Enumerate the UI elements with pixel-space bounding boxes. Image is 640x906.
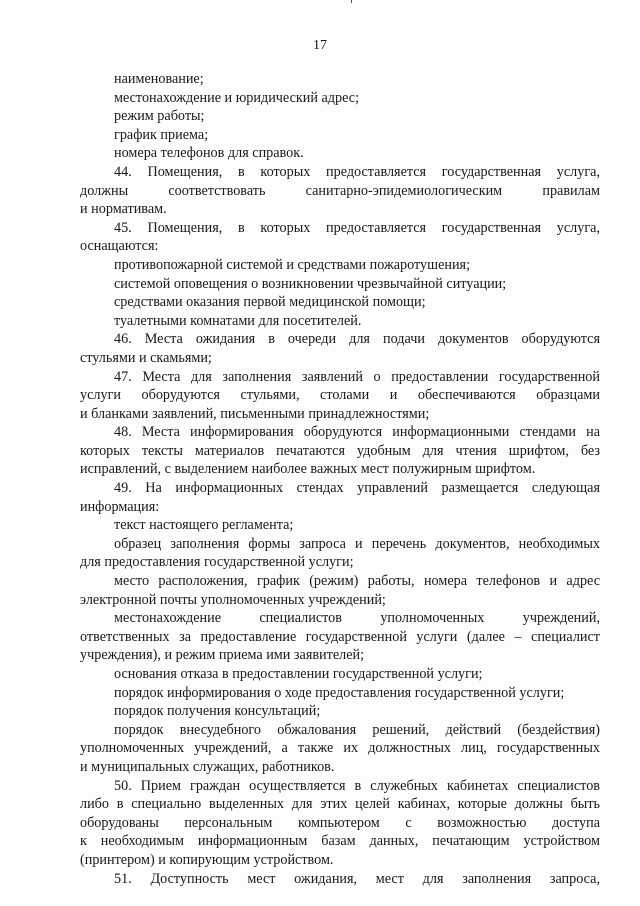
text-line: оборудованы персональным компьютером с возможностью доступа: [80, 814, 600, 831]
text-line: средствами оказания первой медицинской помощи;: [114, 294, 426, 311]
text-line: основания отказа в предоставлении государственной услуги;: [114, 666, 483, 682]
text-line: текст настоящего регламента;: [114, 517, 294, 534]
text-line: исправлений, с выделением наиболее важных мест полужирным шрифтом.: [80, 461, 536, 478]
text-line: должны соответствовать санитарно-эпидемиологическим правилам: [80, 182, 600, 199]
text-line: к необходимым информационным базам данных, печатающим устройством: [80, 833, 600, 850]
text-line: номера телефонов для справок.: [114, 145, 304, 162]
text-line: туалетными комнатами для посетителей.: [114, 312, 362, 329]
text-line: место расположения, график (режим) работы, номера телефонов и адрес: [114, 573, 600, 590]
text-line: 48. Места информирования оборудуются информационными стендами на: [114, 424, 600, 441]
text-line: стульями и скамьями;: [80, 349, 212, 366]
text-line: и бланками заявлений, письменными принадлежностями;: [80, 405, 430, 422]
text-line: режим работы;: [114, 108, 205, 125]
text-line: услуги оборудуются стульями, столами и обеспечиваются образцами: [80, 387, 600, 404]
text-line: порядок получения консультаций;: [114, 703, 321, 720]
text-line: системой оповещения о возникновении чрезвычайной ситуации;: [114, 275, 507, 292]
text-line: местонахождение специалистов уполномоченных учреждений,: [114, 610, 600, 627]
text-line: которых тексты материалов печатаются удобным для чтения шрифтом, без: [80, 442, 600, 459]
text-line: 44. Помещения, в которых предоставляется государственная услуга,: [114, 163, 600, 180]
text-line: учреждения), и режим приема ими заявителей;: [80, 647, 365, 664]
text-line: 50. Прием граждан осуществляется в служебных кабинетах специалистов: [114, 777, 600, 794]
scan-mark: [351, 0, 352, 3]
text-line: электронной почты уполномоченных учреждений;: [80, 591, 386, 608]
text-line: 45. Помещения, в которых предоставляется государственная услуга,: [114, 219, 600, 236]
document-body: [80, 70, 600, 888]
text-line: образец заполнения формы запроса и перечень документов, необходимых: [114, 535, 600, 552]
text-line: и нормативам.: [80, 201, 167, 218]
text-line: ответственных за предоставление государственной услуги (далее – специалист: [80, 628, 600, 645]
text-line: порядок внесудебного обжалования решений, действий (бездействия): [114, 721, 600, 738]
text-line: и муниципальных служащих, работников.: [80, 758, 335, 775]
text-line: график приема;: [114, 126, 209, 143]
text-line: 49. На информационных стендах управлений размещается следующая: [114, 480, 600, 497]
text-line: уполномоченных учреждений, а также их должностных лиц, государственных: [80, 740, 600, 757]
text-line: для предоставления государственной услуги;: [80, 554, 354, 571]
text-line: противопожарной системой и средствами пожаротушения;: [114, 256, 471, 273]
text-line: 47. Места для заполнения заявлений о предоставлении государственной: [114, 368, 600, 385]
text-line: оснащаются:: [80, 238, 159, 255]
text-line: либо в специально выделенных для этих целей кабинах, которые должны быть: [80, 796, 600, 813]
text-line: информация:: [80, 498, 160, 515]
text-line: местонахождение и юридический адрес;: [114, 89, 360, 106]
text-line: (принтером) и копирующим устройством.: [80, 851, 334, 868]
page-number: 17: [313, 38, 327, 53]
text-line: порядок информирования о ходе предоставления государственной услуги;: [114, 684, 565, 701]
text-line: 51. Доступность мест ожидания, мест для заполнения запроса,: [114, 870, 600, 887]
text-line: наименование;: [114, 71, 204, 87]
text-line: 46. Места ожидания в очереди для подачи документов оборудуются: [114, 331, 600, 348]
